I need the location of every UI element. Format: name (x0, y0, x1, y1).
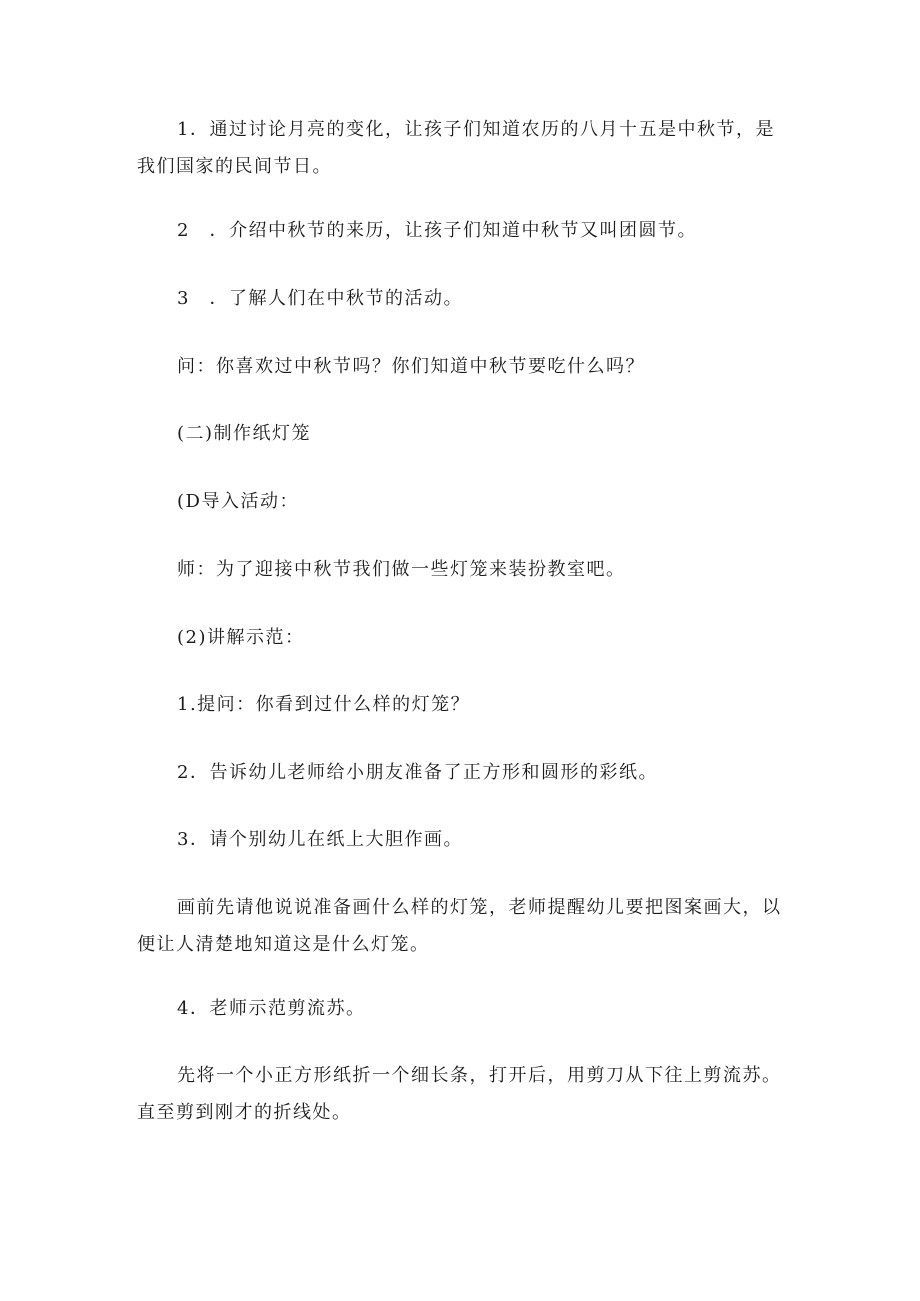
paragraph-step-3: 3．请个别幼儿在纸上大胆作画。 (177, 829, 463, 850)
paragraph-goal-3: 3 ．了解人们在中秋节的活动。 (177, 288, 463, 309)
paragraph-step-4: 4．老师示范剪流苏。 (177, 998, 366, 1019)
subheading-demonstration: (2)讲解示范： (177, 627, 305, 648)
paragraph-teacher-line: 师：为了迎接中秋节我们做一些灯笼来装扮教室吧。 (177, 559, 626, 580)
paragraph-step-1: 1.提问：你看到过什么样的灯笼？ (177, 694, 471, 715)
paragraph-tassel-instructions: 先将一个小正方形纸折一个细长条，打开后，用剪刀从下往上剪流苏。直至剪到刚才的折线处。 (137, 1065, 782, 1123)
paragraph-question: 问：你喜欢过中秋节吗？你们知道中秋节要吃什么吗？ (177, 356, 645, 377)
paragraph-step-2: 2．告诉幼儿老师给小朋友准备了正方形和圆形的彩纸。 (177, 762, 658, 783)
subheading-intro-activity: (D导入活动： (177, 491, 299, 512)
section-heading-paper-lantern: (二)制作纸灯笼 (177, 423, 312, 444)
paragraph-drawing-note: 画前先请他说说准备画什么样的灯笼，老师提醒幼儿要把图案画大，以便让人清楚地知道这是什么灯笼。 (137, 897, 782, 955)
paragraph-goal-1: 1．通过讨论月亮的变化，让孩子们知道农历的八月十五是中秋节，是我们国家的民间节日。 (137, 119, 775, 177)
paragraph-goal-2: 2 ．介绍中秋节的来历，让孩子们知道中秋节又叫团圆节。 (177, 220, 697, 241)
